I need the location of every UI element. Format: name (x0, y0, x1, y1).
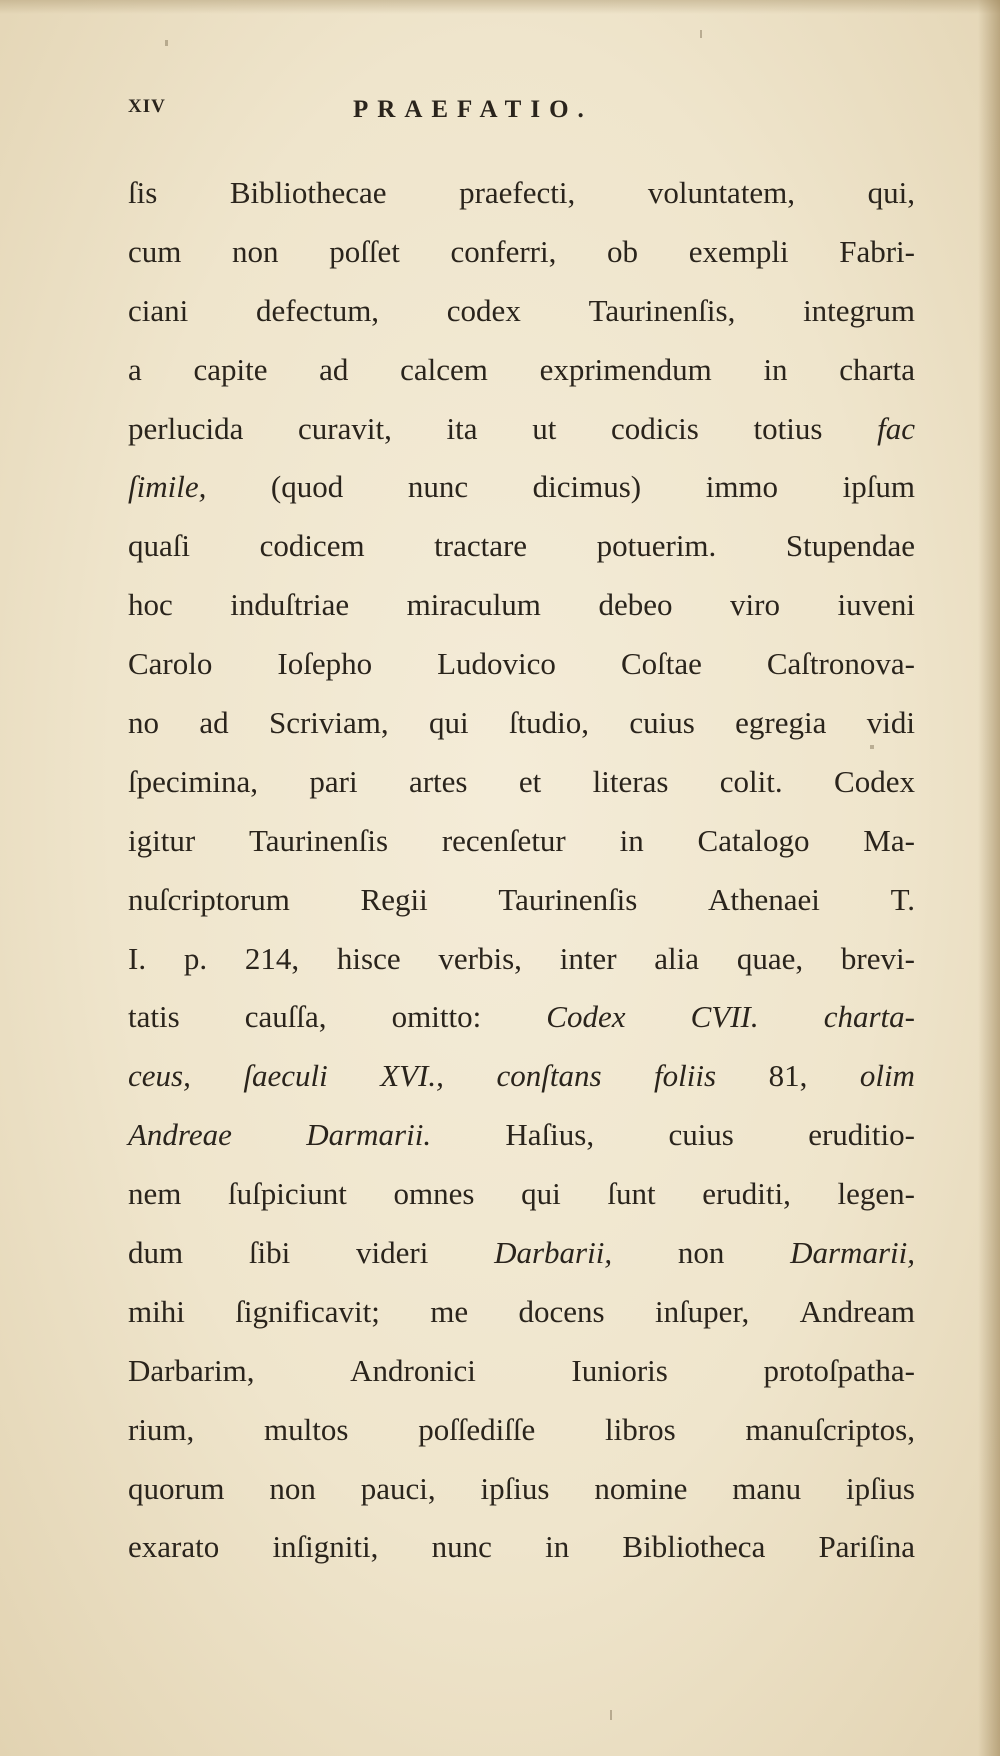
word: perlucida (128, 410, 244, 446)
word: Andronici (350, 1352, 476, 1388)
italic-word: XVI., (380, 1058, 444, 1094)
word: ad (319, 351, 349, 387)
word: Regii (360, 881, 428, 917)
italic-word: ſaeculi (243, 1058, 328, 1094)
word: (quod (270, 469, 344, 505)
word: omnes (393, 1176, 475, 1212)
text-line (128, 1518, 915, 1577)
word: immo (705, 469, 779, 505)
word: non (269, 1470, 316, 1506)
text-line (128, 1401, 915, 1460)
italic-word: foliis (654, 1058, 717, 1094)
word: qui (521, 1176, 561, 1212)
word: defectum, (255, 292, 380, 328)
word: ut (532, 410, 557, 446)
word: ipſius (480, 1470, 550, 1506)
word: Taurinenſis (498, 881, 638, 917)
word: exprimendum (539, 351, 712, 387)
word: rium, (128, 1411, 195, 1447)
word: multos (264, 1411, 349, 1447)
word: legen- (837, 1176, 915, 1212)
word: nunc (407, 469, 469, 505)
word: iuveni (837, 587, 915, 623)
italic-word: Andreae (128, 1117, 232, 1153)
word: Bibliothecae (229, 175, 387, 210)
word: ſtudio, (508, 705, 590, 741)
italic-word: olim (859, 1058, 915, 1094)
word: debeo (598, 587, 673, 623)
page-top-edge-shadow (0, 0, 1000, 14)
word: Taurinenſis (249, 822, 389, 858)
word: me (430, 1293, 469, 1329)
word: libros (605, 1411, 676, 1447)
word: codicem (259, 528, 365, 564)
word: igitur (128, 822, 196, 858)
text-line (128, 458, 915, 517)
word: pari (309, 763, 358, 799)
word: capite (193, 351, 268, 387)
word: potuerim. (596, 528, 717, 564)
word: ſunt (607, 1176, 656, 1212)
text-line (128, 1047, 915, 1106)
text-line (128, 930, 915, 989)
word: ipſum (842, 469, 915, 505)
word: integrum (803, 292, 915, 328)
word: qui (428, 705, 469, 741)
text-line (128, 400, 915, 459)
word: alia (654, 940, 700, 976)
word: Fabri- (839, 233, 915, 269)
word: codicis (611, 410, 699, 446)
word: ita (446, 410, 478, 446)
word: manuſcriptos, (745, 1411, 915, 1447)
word: eruditio- (808, 1117, 915, 1153)
paper-speck (610, 1710, 612, 1720)
word: ſis (128, 175, 158, 210)
word: hoc (128, 587, 173, 623)
word: curavit, (298, 410, 392, 446)
italic-word: Darbarii, (494, 1235, 613, 1271)
text-line (128, 694, 915, 753)
word: cuius (629, 705, 695, 741)
word: Pariſina (818, 1529, 915, 1565)
word: inſigniti, (272, 1529, 379, 1565)
word: mihi (128, 1293, 185, 1329)
text-line (128, 341, 915, 400)
word: et (518, 763, 542, 799)
word: ſignificavit; (235, 1293, 380, 1329)
word: in (545, 1529, 570, 1565)
word: Iunioris (571, 1352, 668, 1388)
word: nem (128, 1176, 182, 1212)
word: protoſpatha- (763, 1352, 915, 1388)
word: docens (518, 1293, 605, 1329)
word: eruditi, (702, 1176, 791, 1212)
text-line (128, 635, 915, 694)
word: qui, (867, 175, 915, 210)
word: poſſediſſe (418, 1411, 536, 1447)
word: hisce (336, 940, 401, 976)
word: quaſi (128, 528, 190, 564)
word: miraculum (406, 587, 541, 623)
text-line (128, 1283, 915, 1342)
word: brevi- (840, 940, 915, 976)
text-line (128, 753, 915, 812)
word: p. (183, 940, 208, 976)
word: Catalogo (697, 822, 810, 858)
text-line (128, 576, 915, 635)
word: dum (128, 1235, 184, 1271)
word: voluntatem, (647, 175, 796, 210)
italic-word: Darmarii, (790, 1235, 915, 1271)
italic-word: Darmarii. (306, 1117, 432, 1153)
italic-word: fac (877, 410, 915, 446)
word: totius (753, 410, 823, 446)
word: praefecti, (459, 175, 576, 210)
italic-word: ceus, (128, 1058, 191, 1094)
text-line (128, 1106, 915, 1165)
word: T. (890, 881, 915, 917)
word: nunc (431, 1529, 492, 1565)
word: exempli (688, 233, 789, 269)
word: cauſſa, (244, 999, 327, 1035)
word: Coſtae (620, 646, 702, 682)
word: ſibi (248, 1235, 291, 1271)
word: inſuper, (654, 1293, 750, 1329)
word: Darbarim, (128, 1352, 255, 1388)
word: egregia (735, 705, 827, 741)
running-head: PRAEFATIO. (353, 96, 593, 123)
word: quorum (128, 1470, 225, 1506)
word: manu (732, 1470, 802, 1506)
word: in (619, 822, 644, 858)
text-line (128, 1460, 915, 1519)
word: nuſcriptorum (128, 881, 290, 917)
word: ſuſpiciunt (228, 1176, 347, 1212)
word: nomine (594, 1470, 688, 1506)
word: Codex (834, 763, 915, 799)
text-line (128, 988, 915, 1047)
word: ad (199, 705, 229, 741)
text-line (128, 164, 915, 223)
text-line (128, 1165, 915, 1224)
word: a (128, 351, 142, 387)
page-header (128, 96, 728, 132)
word: Carolo (128, 646, 213, 682)
word: ſpecimina, (128, 763, 258, 799)
word: cum (128, 233, 182, 269)
text-line (128, 871, 915, 930)
word: Andream (799, 1293, 915, 1329)
word: Ma- (863, 822, 915, 858)
word: no (128, 705, 159, 741)
word: tractare (434, 528, 528, 564)
italic-word: ſimile, (128, 469, 207, 505)
word: non (232, 233, 279, 269)
word: induſtriae (230, 587, 350, 623)
text-line (128, 282, 915, 341)
paper-speck (165, 40, 168, 46)
word: calcem (400, 351, 488, 387)
word: recenſetur (441, 822, 566, 858)
body-text (128, 164, 915, 1577)
word: vidi (866, 705, 915, 741)
word: non (677, 1235, 725, 1271)
page-right-edge-shadow (978, 0, 1000, 1756)
text-line (128, 1224, 915, 1283)
word: omitto: (391, 999, 482, 1035)
italic-word: conſtans (496, 1058, 602, 1094)
word: ciani (128, 292, 189, 328)
word: charta (839, 351, 915, 387)
word: tatis (128, 999, 180, 1035)
word: poſſet (329, 233, 400, 269)
word: Ioſepho (277, 646, 373, 682)
word: Haſius, (505, 1117, 595, 1153)
word: videri (356, 1235, 429, 1271)
word: 81, (768, 1058, 808, 1094)
paper-speck (700, 30, 702, 38)
italic-word: CVII. (690, 999, 759, 1035)
word: I. (128, 940, 147, 976)
word: literas (592, 763, 669, 799)
word: colit. (719, 763, 783, 799)
word: ipſius (846, 1470, 915, 1506)
text-line (128, 223, 915, 282)
word: viro (730, 587, 780, 623)
word: Ludovico (437, 646, 556, 682)
word: in (763, 351, 788, 387)
word: verbis, (438, 940, 522, 976)
word: exarato (128, 1529, 220, 1565)
word: Athenaei (708, 881, 820, 917)
word: conferri, (450, 233, 557, 269)
text-line (128, 812, 915, 871)
word: Taurinenſis, (588, 292, 736, 328)
text-line (128, 1342, 915, 1401)
page-number: XIV (128, 96, 166, 117)
word: Stupendae (785, 528, 915, 564)
word: ob (607, 233, 639, 269)
word: Bibliotheca (622, 1529, 766, 1565)
word: codex (446, 292, 521, 328)
word: quae, (736, 940, 804, 976)
italic-word: Codex (546, 999, 626, 1035)
word: inter (559, 940, 617, 976)
word: dicimus) (532, 469, 642, 505)
word: Caſtronova- (766, 646, 915, 682)
italic-word: charta- (823, 999, 915, 1035)
text-line (128, 517, 915, 576)
word: 214, (244, 940, 300, 976)
word: pauci, (360, 1470, 436, 1506)
word: artes (408, 763, 468, 799)
word: Scriviam, (268, 705, 389, 741)
word: cuius (668, 1117, 734, 1153)
